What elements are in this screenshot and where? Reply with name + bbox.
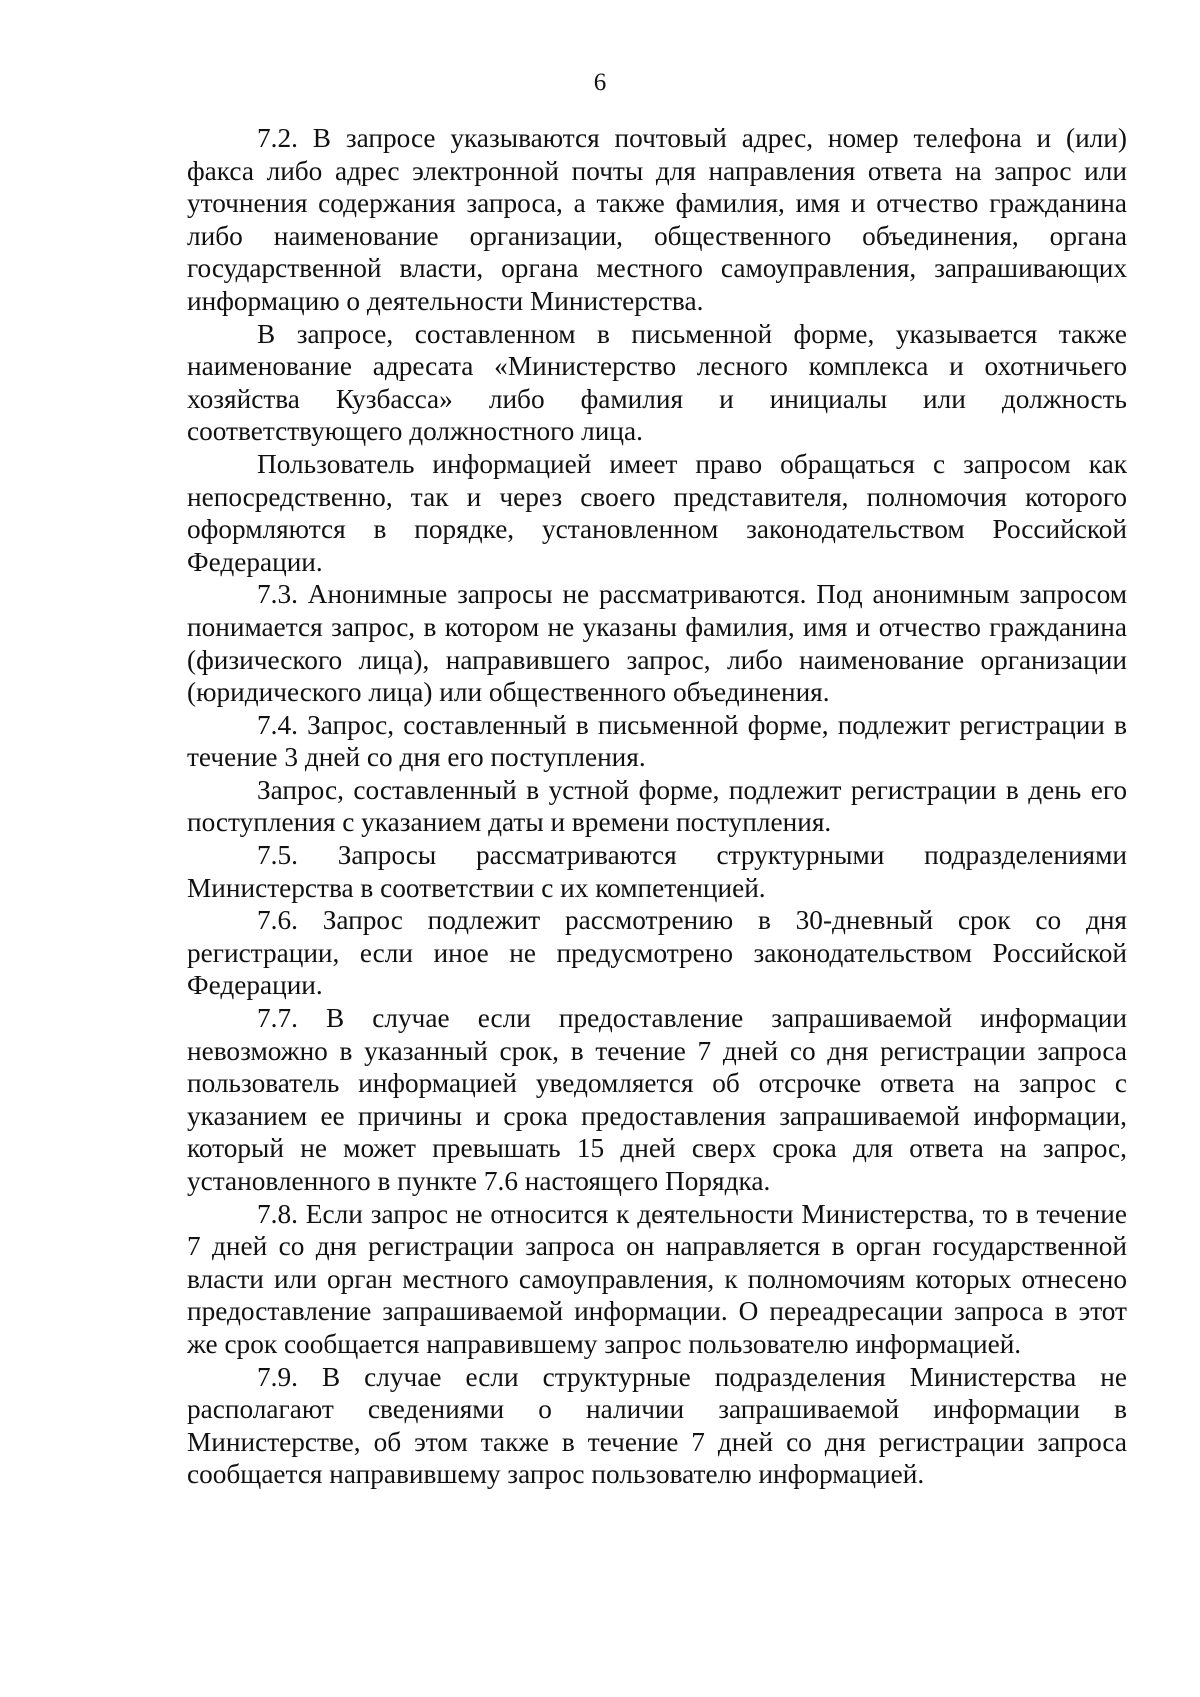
paragraph-representative: Пользователь информацией имеет право обращаться с запросом как непосредственно, так и через своего представителя, полномочия которого оформляются в порядке, установленном законодательством Российской Федерации. [187, 448, 1127, 577]
paragraph-7-9: 7.9. В случае если структурные подразделения Министерства не располагают сведениями о наличии запрашиваемой информации в Министерстве, об этом также в течение 7 дней со дня регистрации запроса сообщается направившему запрос пользователю информацией. [187, 1361, 1127, 1490]
document-body [187, 122, 1127, 1491]
paragraph-7-7: 7.7. В случае если предоставление запрашиваемой информации невозможно в указанный срок, в течение 7 дней со дня регистрации запроса пользователь информацией уведомляется об отсрочке ответа на запрос с указанием ее причины и срока предоставления запрашиваемой информации, который не может превышать 15 дней сверх срока для ответа на запрос, установленного в пункте 7.6 настоящего Порядка. [187, 1003, 1127, 1196]
page-number: 6 [593, 69, 607, 96]
paragraph-7-6: 7.6. Запрос подлежит рассмотрению в 30-дневный срок со дня регистрации, если иное не предусмотрено законодательством Российской Федерации. [187, 905, 1127, 1001]
paragraph-addressee: В запросе, составленном в письменной форме, указывается также наименование адресата «Министерство лесного комплекса и охотничьего хозяйства Кузбасса» либо фамилия и инициалы или должность соответствующего должностного лица. [187, 318, 1127, 447]
paragraph-7-5: 7.5. Запросы рассматриваются структурными подразделениями Министерства в соответствии с их компетенцией. [187, 840, 1127, 903]
paragraph-7-8: 7.8. Если запрос не относится к деятельности Министерства, то в течение 7 дней со дня регистрации запроса он направляется в орган государственной власти или орган местного самоуправления, к полномочиям которых отнесено предоставление запрашиваемой информации. О переадресации запроса в этот же срок сообщается направившему запрос пользователю информацией. [187, 1198, 1127, 1359]
paragraph-7-2: 7.2. В запросе указываются почтовый адрес, номер телефона и (или) факса либо адрес электронной почты для направления ответа на запрос или уточнения содержания запроса, а также фамилия, имя и отчество гражданина либо наименование организации, общественного объединения, органа государственной власти, органа местного самоуправления, запрашивающих информацию о деятельности Министерства. [187, 123, 1127, 316]
paragraph-oral-request: Запрос, составленный в устной форме, подлежит регистрации в день его поступления с указанием даты и времени поступления. [187, 774, 1127, 838]
paragraph-7-4: 7.4. Запрос, составленный в письменной форме, подлежит регистрации в течение 3 дней со дня его поступления. [187, 709, 1127, 773]
paragraph-7-3: 7.3. Анонимные запросы не рассматриваются. Под анонимным запросом понимается запрос, в котором не указаны фамилия, имя и отчество гражданина (физического лица), направившего запрос, либо наименование организации (юридического лица) или общественного объединения. [187, 579, 1127, 708]
